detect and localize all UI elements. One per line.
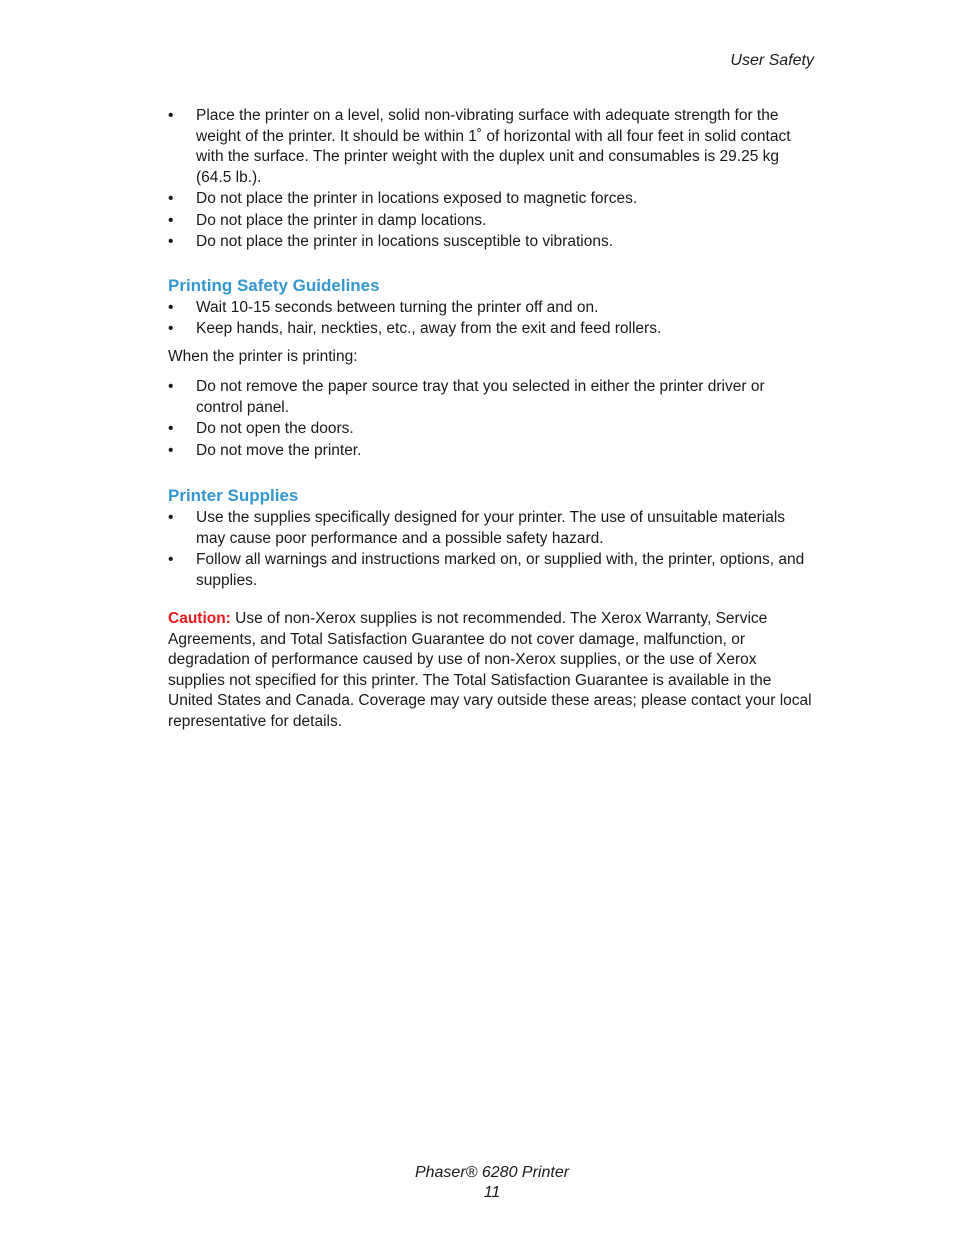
section-heading: Printer Supplies xyxy=(168,486,299,505)
printing-safety-section xyxy=(168,275,813,462)
list-item: • Keep hands, hair, neckties, etc., away from the exit and feed rollers. xyxy=(168,319,813,340)
supplies-bullet-list xyxy=(168,508,813,591)
list-item: • Do not place the printer in damp locations. xyxy=(168,211,813,232)
list-item: • Follow all warnings and instructions marked on, or supplied with, the printer, options, and supplies. xyxy=(168,550,813,591)
list-item: • Do not remove the paper source tray that you selected in either the printer driver or control panel. xyxy=(168,377,813,418)
printing-safety-bullet-list xyxy=(168,298,813,340)
placement-bullet-list xyxy=(168,106,813,253)
list-item: • Do not place the printer in locations susceptible to vibrations. xyxy=(168,232,813,253)
page-content xyxy=(168,106,813,732)
running-header xyxy=(730,51,814,71)
when-printing-bullet-list xyxy=(168,377,813,461)
caution-label: Caution: xyxy=(168,610,231,627)
caution-paragraph xyxy=(168,609,813,732)
list-item: • Use the supplies specifically designed for your printer. The use of unsuitable materials may cause poor performance and a possible safety hazard. xyxy=(168,508,813,549)
list-item: • Do not move the printer. xyxy=(168,441,813,462)
list-item: • Do not open the doors. xyxy=(168,419,813,440)
when-printing-paragraph: When the printer is printing: xyxy=(168,347,358,365)
header-section-title: User Safety xyxy=(730,52,814,69)
page-footer xyxy=(0,1163,954,1203)
list-item: • Place the printer on a level, solid non-vibrating surface with adequate strength for the weight of the printer. It should be within 1˚ of horizontal with all four feet in solid contact with the surface. The printer weight with the duplex unit and consumables is 29.25 kg (64.5 lb.). xyxy=(168,106,813,188)
footer-product-name: Phaser® 6280 Printer xyxy=(414,1164,570,1181)
caution-text: Use of non-Xerox supplies is not recommended. The Xerox Warranty, Service Agreements, and Total Satisfaction Guarantee do not cover damage, malfunction, or degradation of performance caused by use of non-Xerox supplies, or the use of Xerox supplies not specified for this printer. The Total Satisfaction Guarantee is available in the United States and Canada. Coverage may vary outside these areas; please contact your local representative for details. xyxy=(168,610,812,730)
list-item: • Do not place the printer in locations exposed to magnetic forces. xyxy=(168,189,813,210)
list-item: • Wait 10-15 seconds between turning the printer off and on. xyxy=(168,298,813,319)
section-heading: Printing Safety Guidelines xyxy=(168,275,380,295)
page-number: 11 xyxy=(483,1184,501,1201)
printer-supplies-section xyxy=(168,485,813,732)
